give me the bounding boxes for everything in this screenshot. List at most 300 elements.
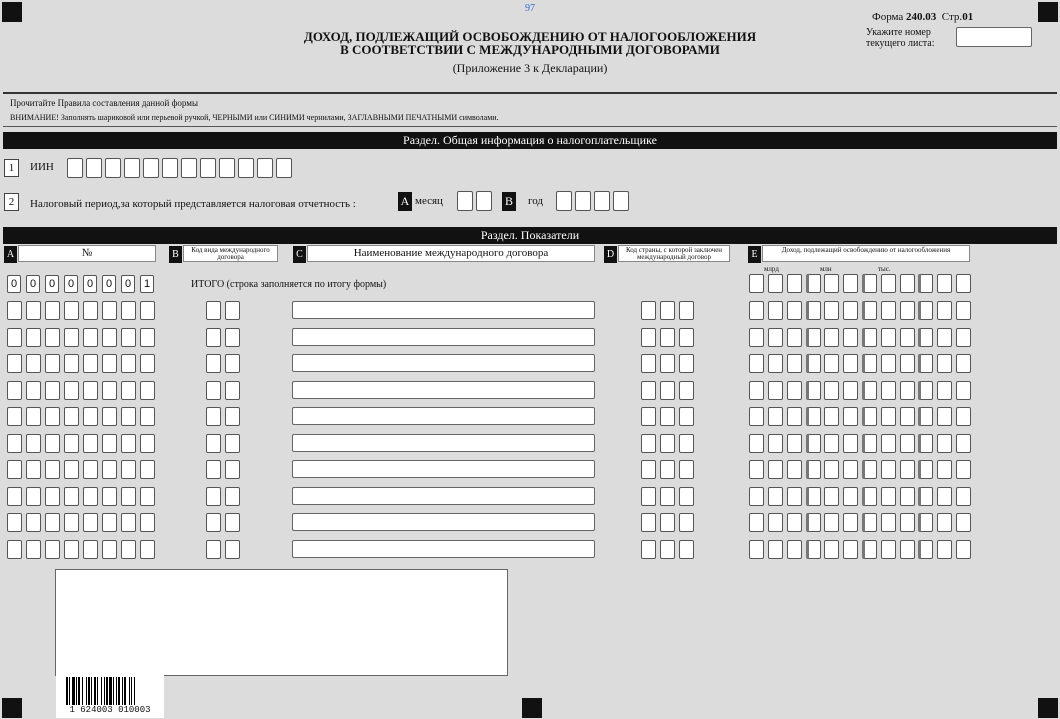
treaty-type-cell[interactable] xyxy=(225,513,240,532)
country-code-cell[interactable] xyxy=(641,381,656,400)
row-number-cell[interactable] xyxy=(140,407,155,426)
income-cell[interactable] xyxy=(918,460,933,479)
country-code-cell[interactable] xyxy=(679,540,694,559)
row-number-cell[interactable] xyxy=(121,460,136,479)
income-cell[interactable] xyxy=(806,407,821,426)
row-number-cell[interactable] xyxy=(140,301,155,320)
income-cell[interactable] xyxy=(862,513,877,532)
iin-cell[interactable] xyxy=(276,158,292,178)
income-cell[interactable] xyxy=(787,354,802,373)
year-cell[interactable] xyxy=(594,191,610,211)
income-cell[interactable] xyxy=(843,513,858,532)
country-code-cell[interactable] xyxy=(679,407,694,426)
treaty-name-field[interactable] xyxy=(292,487,595,505)
country-code-cell[interactable] xyxy=(641,513,656,532)
income-cell[interactable] xyxy=(918,301,933,320)
income-cell[interactable] xyxy=(824,487,839,506)
income-cell[interactable] xyxy=(862,407,877,426)
treaty-name-field[interactable] xyxy=(292,434,595,452)
row-number-cell[interactable] xyxy=(102,460,117,479)
row-number-cell[interactable] xyxy=(83,301,98,320)
income-cell[interactable] xyxy=(862,540,877,559)
row-number-cell[interactable] xyxy=(83,381,98,400)
income-cell[interactable] xyxy=(806,381,821,400)
row-number-cell[interactable] xyxy=(102,434,117,453)
income-cell[interactable] xyxy=(956,487,971,506)
income-cell[interactable] xyxy=(768,381,783,400)
country-code-cell[interactable] xyxy=(660,460,675,479)
row-number-cell[interactable] xyxy=(26,487,41,506)
iin-cell[interactable] xyxy=(86,158,102,178)
income-cell[interactable] xyxy=(956,354,971,373)
iin-cell[interactable] xyxy=(67,158,83,178)
year-cell[interactable] xyxy=(575,191,591,211)
income-cell[interactable] xyxy=(787,274,802,293)
treaty-type-cell[interactable] xyxy=(206,301,221,320)
country-code-cell[interactable] xyxy=(660,487,675,506)
iin-cell[interactable] xyxy=(162,158,178,178)
treaty-type-cell[interactable] xyxy=(206,381,221,400)
row-number-cell[interactable] xyxy=(140,381,155,400)
treaty-name-field[interactable] xyxy=(292,460,595,478)
income-cell[interactable] xyxy=(824,540,839,559)
income-cell[interactable] xyxy=(749,301,764,320)
iin-cell[interactable] xyxy=(219,158,235,178)
income-cell[interactable] xyxy=(900,381,915,400)
income-cell[interactable] xyxy=(937,540,952,559)
row-number-cell[interactable] xyxy=(7,460,22,479)
treaty-name-field[interactable] xyxy=(292,301,595,319)
row-number-cell[interactable] xyxy=(64,381,79,400)
total-number-digit: 0 xyxy=(64,275,78,293)
row-number-cell[interactable] xyxy=(64,354,79,373)
sheet-number-field[interactable] xyxy=(956,27,1032,47)
income-cell[interactable] xyxy=(806,434,821,453)
income-cell[interactable] xyxy=(862,434,877,453)
country-code-cell[interactable] xyxy=(679,487,694,506)
income-cell[interactable] xyxy=(843,540,858,559)
col-a-header: № xyxy=(18,245,156,262)
treaty-type-cell[interactable] xyxy=(225,407,240,426)
income-cell[interactable] xyxy=(918,354,933,373)
col-a-letter: A xyxy=(4,246,17,263)
income-cell[interactable] xyxy=(749,460,764,479)
income-cell[interactable] xyxy=(787,513,802,532)
country-code-cell[interactable] xyxy=(660,540,675,559)
row-number-cell[interactable] xyxy=(64,540,79,559)
income-cell[interactable] xyxy=(806,274,821,293)
treaty-type-cell[interactable] xyxy=(206,460,221,479)
iin-cell[interactable] xyxy=(181,158,197,178)
income-cell[interactable] xyxy=(937,274,952,293)
row-number-cell[interactable] xyxy=(83,434,98,453)
income-cell[interactable] xyxy=(787,407,802,426)
treaty-type-cell[interactable] xyxy=(206,513,221,532)
country-code-cell[interactable] xyxy=(641,487,656,506)
income-cell[interactable] xyxy=(900,434,915,453)
country-code-cell[interactable] xyxy=(641,301,656,320)
iin-cell[interactable] xyxy=(143,158,159,178)
income-cell[interactable] xyxy=(956,434,971,453)
income-cell[interactable] xyxy=(787,328,802,347)
income-cell[interactable] xyxy=(862,301,877,320)
income-cell[interactable] xyxy=(824,301,839,320)
income-cell[interactable] xyxy=(900,301,915,320)
iin-cell[interactable] xyxy=(200,158,216,178)
month-cell[interactable] xyxy=(457,191,473,211)
country-code-cell[interactable] xyxy=(679,328,694,347)
income-cell[interactable] xyxy=(806,460,821,479)
row-number-cell[interactable] xyxy=(140,540,155,559)
row-number-cell[interactable] xyxy=(83,407,98,426)
income-cell[interactable] xyxy=(787,381,802,400)
row-number-cell[interactable] xyxy=(26,407,41,426)
row-number-cell[interactable] xyxy=(7,540,22,559)
row-number-cell[interactable] xyxy=(26,381,41,400)
row-number-cell[interactable] xyxy=(140,513,155,532)
income-cell[interactable] xyxy=(918,540,933,559)
income-cell[interactable] xyxy=(824,434,839,453)
income-cell[interactable] xyxy=(862,328,877,347)
income-cell[interactable] xyxy=(956,460,971,479)
treaty-type-cell[interactable] xyxy=(225,381,240,400)
year-cell[interactable] xyxy=(613,191,629,211)
row-number-cell[interactable] xyxy=(45,487,60,506)
treaty-name-field[interactable] xyxy=(292,354,595,372)
form-title xyxy=(230,30,830,56)
country-code-cell[interactable] xyxy=(660,354,675,373)
row-number-cell[interactable] xyxy=(140,328,155,347)
row-number-cell[interactable] xyxy=(7,381,22,400)
row-number-cell[interactable] xyxy=(140,460,155,479)
income-cell[interactable] xyxy=(824,513,839,532)
row-number-cell[interactable] xyxy=(45,407,60,426)
treaty-type-cell[interactable] xyxy=(225,487,240,506)
row-number-cell[interactable] xyxy=(102,407,117,426)
income-cell[interactable] xyxy=(843,434,858,453)
page-label: Стр. xyxy=(941,11,963,23)
income-cell[interactable] xyxy=(749,381,764,400)
income-cell[interactable] xyxy=(862,460,877,479)
row-number-cell[interactable] xyxy=(102,301,117,320)
row-number-cell[interactable] xyxy=(121,540,136,559)
row-number-cell[interactable] xyxy=(121,434,136,453)
income-cell[interactable] xyxy=(918,513,933,532)
income-cell[interactable] xyxy=(918,274,933,293)
row-number-cell[interactable] xyxy=(140,354,155,373)
row-number-cell[interactable] xyxy=(45,513,60,532)
income-cell[interactable] xyxy=(843,301,858,320)
country-code-cell[interactable] xyxy=(660,301,675,320)
country-code-cell[interactable] xyxy=(679,513,694,532)
iin-cell[interactable] xyxy=(257,158,273,178)
country-code-cell[interactable] xyxy=(641,407,656,426)
income-cell[interactable] xyxy=(824,407,839,426)
income-cell[interactable] xyxy=(956,328,971,347)
income-cell[interactable] xyxy=(806,513,821,532)
income-cell[interactable] xyxy=(824,381,839,400)
income-cell[interactable] xyxy=(843,274,858,293)
total-number-digit: 0 xyxy=(26,275,40,293)
iin-cell[interactable] xyxy=(105,158,121,178)
income-cell[interactable] xyxy=(749,434,764,453)
income-cell[interactable] xyxy=(881,407,896,426)
income-cell[interactable] xyxy=(862,274,877,293)
income-cell[interactable] xyxy=(749,354,764,373)
row-number-cell[interactable] xyxy=(102,540,117,559)
row-number-cell[interactable] xyxy=(7,487,22,506)
income-cell[interactable] xyxy=(806,487,821,506)
treaty-name-field[interactable] xyxy=(292,407,595,425)
income-cell[interactable] xyxy=(881,460,896,479)
row-number-cell[interactable] xyxy=(26,301,41,320)
iin-cell[interactable] xyxy=(238,158,254,178)
row-number-cell[interactable] xyxy=(64,407,79,426)
row-number-cell[interactable] xyxy=(102,328,117,347)
income-cell[interactable] xyxy=(900,407,915,426)
row-number-cell[interactable] xyxy=(45,301,60,320)
income-cell[interactable] xyxy=(806,540,821,559)
income-cell[interactable] xyxy=(900,354,915,373)
treaty-type-cell[interactable] xyxy=(206,434,221,453)
income-cell[interactable] xyxy=(881,513,896,532)
income-cell[interactable] xyxy=(862,381,877,400)
income-cell[interactable] xyxy=(937,487,952,506)
row-number-cell[interactable] xyxy=(26,434,41,453)
income-cell[interactable] xyxy=(768,540,783,559)
treaty-type-cell[interactable] xyxy=(225,460,240,479)
treaty-type-cell[interactable] xyxy=(225,434,240,453)
income-cell[interactable] xyxy=(843,381,858,400)
income-cell[interactable] xyxy=(937,301,952,320)
income-cell[interactable] xyxy=(918,434,933,453)
income-cell[interactable] xyxy=(768,274,783,293)
income-cell[interactable] xyxy=(881,301,896,320)
row-number-cell[interactable] xyxy=(121,487,136,506)
row-number-cell[interactable] xyxy=(121,328,136,347)
income-cell[interactable] xyxy=(918,381,933,400)
row-number-cell[interactable] xyxy=(45,381,60,400)
month-cell[interactable] xyxy=(476,191,492,211)
income-cell[interactable] xyxy=(787,460,802,479)
row-number-cell[interactable] xyxy=(102,487,117,506)
row-number-cell[interactable] xyxy=(64,434,79,453)
row-number-cell[interactable] xyxy=(102,354,117,373)
income-cell[interactable] xyxy=(900,513,915,532)
row-number-cell[interactable] xyxy=(102,513,117,532)
income-cell[interactable] xyxy=(956,274,971,293)
income-cell[interactable] xyxy=(768,460,783,479)
income-cell[interactable] xyxy=(956,381,971,400)
income-cell[interactable] xyxy=(824,460,839,479)
income-cell[interactable] xyxy=(843,460,858,479)
row-number-cell[interactable] xyxy=(64,301,79,320)
row-number-cell[interactable] xyxy=(102,381,117,400)
income-cell[interactable] xyxy=(900,274,915,293)
treaty-type-cell[interactable] xyxy=(225,301,240,320)
form-subtitle: (Приложение 3 к Декларации) xyxy=(452,61,608,75)
row-number-cell[interactable] xyxy=(45,540,60,559)
treaty-type-cell[interactable] xyxy=(206,328,221,347)
income-cell[interactable] xyxy=(956,407,971,426)
treaty-type-cell[interactable] xyxy=(206,540,221,559)
row-number-cell[interactable] xyxy=(83,460,98,479)
row-number-cell[interactable] xyxy=(121,381,136,400)
income-cell[interactable] xyxy=(862,354,877,373)
row-number-cell[interactable] xyxy=(7,301,22,320)
row-number-cell[interactable] xyxy=(7,407,22,426)
row-number-cell[interactable] xyxy=(45,460,60,479)
income-cell[interactable] xyxy=(768,328,783,347)
income-cell[interactable] xyxy=(937,513,952,532)
treaty-name-field[interactable] xyxy=(292,328,595,346)
income-cell[interactable] xyxy=(768,487,783,506)
income-cell[interactable] xyxy=(918,487,933,506)
country-code-cell[interactable] xyxy=(641,460,656,479)
country-code-cell[interactable] xyxy=(641,354,656,373)
row-number-cell[interactable] xyxy=(83,540,98,559)
treaty-type-cell[interactable] xyxy=(206,354,221,373)
notes-box[interactable] xyxy=(55,569,508,676)
row-number-cell[interactable] xyxy=(45,434,60,453)
income-cell[interactable] xyxy=(956,513,971,532)
row-number-cell[interactable] xyxy=(64,487,79,506)
row-number-cell[interactable] xyxy=(83,513,98,532)
income-cell[interactable] xyxy=(900,487,915,506)
country-code-cell[interactable] xyxy=(679,434,694,453)
income-cell[interactable] xyxy=(937,407,952,426)
income-cell[interactable] xyxy=(768,407,783,426)
treaty-type-cell[interactable] xyxy=(225,328,240,347)
income-cell[interactable] xyxy=(749,513,764,532)
row-number-cell[interactable] xyxy=(7,328,22,347)
row-number-cell[interactable] xyxy=(7,513,22,532)
income-cell[interactable] xyxy=(937,434,952,453)
row-number-cell[interactable] xyxy=(140,487,155,506)
income-cell[interactable] xyxy=(768,434,783,453)
treaty-name-field[interactable] xyxy=(292,540,595,558)
income-cell[interactable] xyxy=(787,540,802,559)
income-cell[interactable] xyxy=(900,540,915,559)
income-cell[interactable] xyxy=(881,354,896,373)
row-number-cell[interactable] xyxy=(83,354,98,373)
country-code-cell[interactable] xyxy=(660,328,675,347)
income-cell[interactable] xyxy=(768,301,783,320)
income-cell[interactable] xyxy=(768,513,783,532)
income-cell[interactable] xyxy=(787,434,802,453)
row-number-cell[interactable] xyxy=(64,513,79,532)
income-cell[interactable] xyxy=(937,328,952,347)
income-cell[interactable] xyxy=(862,487,877,506)
row-number-cell[interactable] xyxy=(83,487,98,506)
treaty-type-cell[interactable] xyxy=(225,354,240,373)
row-number-cell[interactable] xyxy=(26,460,41,479)
country-code-cell[interactable] xyxy=(679,381,694,400)
income-cell[interactable] xyxy=(881,434,896,453)
form-number-block xyxy=(872,11,973,23)
income-cell[interactable] xyxy=(937,354,952,373)
income-cell[interactable] xyxy=(918,407,933,426)
treaty-name-field[interactable] xyxy=(292,381,595,399)
row-number-cell[interactable] xyxy=(26,513,41,532)
income-cell[interactable] xyxy=(749,487,764,506)
row-number-cell[interactable] xyxy=(45,328,60,347)
country-code-cell[interactable] xyxy=(679,460,694,479)
row-number-cell[interactable] xyxy=(7,434,22,453)
country-code-cell[interactable] xyxy=(660,407,675,426)
treaty-name-field[interactable] xyxy=(292,513,595,531)
income-cell[interactable] xyxy=(937,381,952,400)
country-code-cell[interactable] xyxy=(660,381,675,400)
income-cell[interactable] xyxy=(824,354,839,373)
treaty-type-cell[interactable] xyxy=(225,540,240,559)
row-number-cell[interactable] xyxy=(64,328,79,347)
row-number-cell[interactable] xyxy=(83,328,98,347)
row-number-cell[interactable] xyxy=(26,540,41,559)
income-cell[interactable] xyxy=(749,274,764,293)
treaty-type-cell[interactable] xyxy=(206,407,221,426)
income-cell[interactable] xyxy=(843,487,858,506)
income-cell[interactable] xyxy=(768,354,783,373)
row-number-cell[interactable] xyxy=(140,434,155,453)
income-cell[interactable] xyxy=(956,301,971,320)
treaty-type-cell[interactable] xyxy=(206,487,221,506)
income-cell[interactable] xyxy=(843,328,858,347)
income-cell[interactable] xyxy=(787,301,802,320)
row-number-cell[interactable] xyxy=(45,354,60,373)
country-code-cell[interactable] xyxy=(641,540,656,559)
income-cell[interactable] xyxy=(956,540,971,559)
income-cell[interactable] xyxy=(881,487,896,506)
income-cell[interactable] xyxy=(749,540,764,559)
income-cell[interactable] xyxy=(843,354,858,373)
country-code-cell[interactable] xyxy=(641,328,656,347)
country-code-cell[interactable] xyxy=(679,354,694,373)
income-cell[interactable] xyxy=(843,407,858,426)
income-cell[interactable] xyxy=(881,540,896,559)
income-cell[interactable] xyxy=(900,328,915,347)
income-cell[interactable] xyxy=(881,381,896,400)
row-number-cell[interactable] xyxy=(26,354,41,373)
row-number-cell[interactable] xyxy=(7,354,22,373)
row-number-cell[interactable] xyxy=(121,407,136,426)
income-cell[interactable] xyxy=(787,487,802,506)
income-cell[interactable] xyxy=(881,274,896,293)
country-code-cell[interactable] xyxy=(641,434,656,453)
country-code-cell[interactable] xyxy=(679,301,694,320)
income-cell[interactable] xyxy=(881,328,896,347)
row-number-cell[interactable] xyxy=(121,354,136,373)
row-number-cell[interactable] xyxy=(26,328,41,347)
income-cell[interactable] xyxy=(806,328,821,347)
income-cell[interactable] xyxy=(937,460,952,479)
row-number-cell[interactable] xyxy=(121,513,136,532)
country-code-cell[interactable] xyxy=(660,513,675,532)
income-cell[interactable] xyxy=(749,328,764,347)
iin-cell[interactable] xyxy=(124,158,140,178)
country-code-cell[interactable] xyxy=(660,434,675,453)
income-cell[interactable] xyxy=(918,328,933,347)
row-number-cell[interactable] xyxy=(121,301,136,320)
income-cell[interactable] xyxy=(824,274,839,293)
year-cell[interactable] xyxy=(556,191,572,211)
income-cell[interactable] xyxy=(806,301,821,320)
income-cell[interactable] xyxy=(824,328,839,347)
row-number-cell[interactable] xyxy=(64,460,79,479)
income-cell[interactable] xyxy=(900,460,915,479)
income-cell[interactable] xyxy=(806,354,821,373)
income-cell[interactable] xyxy=(749,407,764,426)
